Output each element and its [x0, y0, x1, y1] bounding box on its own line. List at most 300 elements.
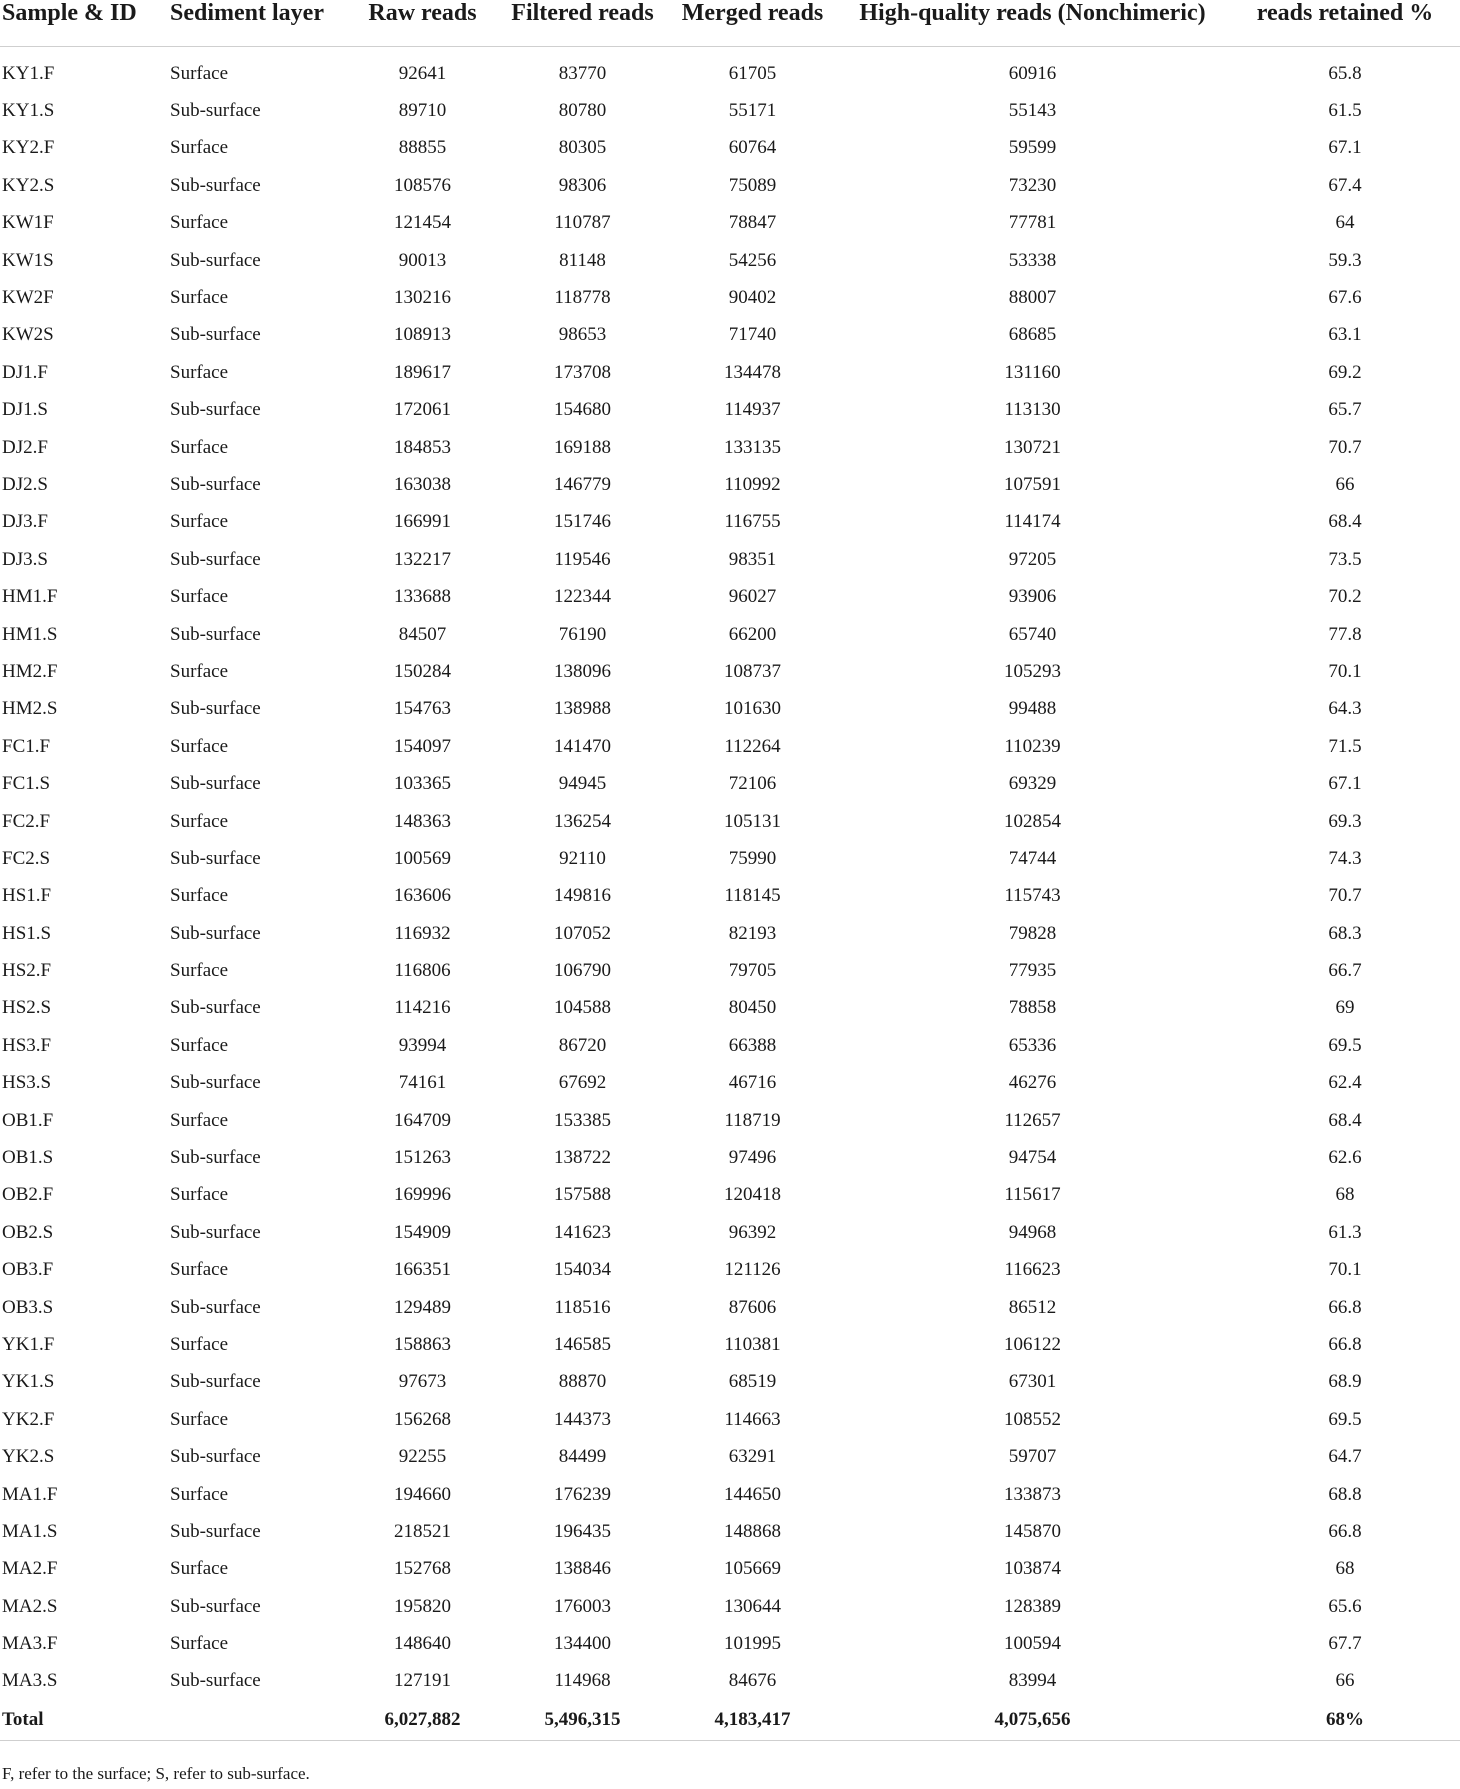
table-cell: 112264 — [724, 735, 781, 757]
table-cell: 149816 — [554, 885, 611, 907]
table-cell: 64 — [1335, 212, 1355, 234]
table-cell: 69 — [1335, 997, 1355, 1019]
table-cell: 66.8 — [1328, 1333, 1362, 1355]
table-cell: HS2.F — [2, 960, 52, 982]
total-cell: 68% — [1230, 1700, 1460, 1741]
table-cell: Sub-surface — [170, 1072, 261, 1094]
table-cell: Sub-surface — [170, 997, 261, 1019]
table-cell: 65.6 — [1328, 1595, 1362, 1617]
table-cell: 194660 — [394, 1483, 451, 1505]
table-cell: FC2.F — [2, 810, 51, 832]
table-row — [0, 803, 1460, 840]
table-row — [0, 1551, 1460, 1588]
table-cell: 67.7 — [1328, 1633, 1362, 1655]
table-cell: 184853 — [394, 436, 451, 458]
table-cell: 82193 — [728, 922, 777, 944]
table-cell: 83994 — [1008, 1670, 1057, 1692]
table-cell: Sub-surface — [170, 1520, 261, 1542]
table-cell: HS3.S — [2, 1072, 52, 1094]
table-cell: HS3.F — [2, 1034, 52, 1056]
table-cell: Sub-surface — [170, 1371, 261, 1393]
table-cell: Surface — [170, 885, 229, 907]
total-cell: 6,027,882 — [350, 1700, 495, 1741]
table-cell: 68.3 — [1328, 922, 1362, 944]
table-cell: 105293 — [1004, 660, 1061, 682]
total-cell: Total — [0, 1700, 170, 1741]
table-cell: Surface — [170, 212, 229, 234]
table-cell: 92255 — [398, 1446, 447, 1468]
table-cell: 110787 — [554, 212, 611, 234]
table-cell: 133135 — [724, 436, 781, 458]
table-cell: 55171 — [728, 100, 777, 122]
table-cell: 96027 — [728, 586, 777, 608]
table-row — [0, 840, 1460, 877]
table-cell: 154097 — [394, 735, 451, 757]
table-cell: 78858 — [1008, 997, 1057, 1019]
table-cell: 133688 — [394, 586, 451, 608]
table-cell: 100594 — [1004, 1633, 1061, 1655]
table-cell: 77781 — [1008, 212, 1057, 234]
table-cell: 154034 — [554, 1259, 611, 1281]
table-cell: 166991 — [394, 511, 451, 533]
table-cell: 144373 — [554, 1408, 611, 1430]
table-cell: 94968 — [1008, 1221, 1057, 1243]
column-header: Filtered reads — [495, 0, 670, 47]
table-cell: Surface — [170, 1333, 229, 1355]
table-cell: 67.1 — [1328, 773, 1362, 795]
table-cell: Surface — [170, 1408, 229, 1430]
table-cell: 70.2 — [1328, 586, 1362, 608]
table-cell: 141470 — [554, 735, 611, 757]
table-footnote: F, refer to the surface; S, refer to sub-surface. — [2, 1764, 310, 1783]
table-cell: 114663 — [724, 1408, 781, 1430]
table-cell: Surface — [170, 1184, 229, 1206]
table-cell: KY2.F — [2, 137, 55, 159]
table-cell: DJ1.S — [2, 399, 48, 421]
table-cell: 116623 — [1004, 1259, 1061, 1281]
table-cell: 61.3 — [1328, 1221, 1362, 1243]
table-cell: 121454 — [394, 212, 451, 234]
table-cell: 99488 — [1008, 698, 1057, 720]
table-cell: Surface — [170, 1109, 229, 1131]
table-row — [0, 167, 1460, 204]
column-header: Merged reads — [670, 0, 835, 47]
table-row — [0, 317, 1460, 354]
table-cell: 110992 — [724, 473, 781, 495]
table-cell: 65336 — [1008, 1034, 1057, 1056]
table-cell: Sub-surface — [170, 1670, 261, 1692]
table-cell: 88855 — [398, 137, 447, 159]
table-cell: 94754 — [1008, 1147, 1057, 1169]
table-cell: 141623 — [554, 1221, 611, 1243]
table-cell: 64.7 — [1328, 1446, 1362, 1468]
table-cell: 66 — [1335, 473, 1355, 495]
table-cell: 105669 — [724, 1558, 781, 1580]
table-cell: 118145 — [724, 885, 781, 907]
table-row — [0, 1289, 1460, 1326]
table-cell: 107591 — [1004, 473, 1061, 495]
table-cell: 69329 — [1008, 773, 1057, 795]
table-cell: 148363 — [394, 810, 451, 832]
table-cell: Surface — [170, 287, 229, 309]
table-cell: 112657 — [1004, 1109, 1061, 1131]
table-cell: 148640 — [394, 1633, 451, 1655]
table-cell: 74744 — [1008, 847, 1057, 869]
table-cell: 67.6 — [1328, 287, 1362, 309]
table-cell: 158863 — [394, 1333, 451, 1355]
table-cell: 70.7 — [1328, 885, 1362, 907]
table-row — [0, 1065, 1460, 1102]
table-cell: Sub-surface — [170, 399, 261, 421]
table-cell: 67692 — [558, 1072, 607, 1094]
table-row — [0, 392, 1460, 429]
table-cell: 130216 — [394, 287, 451, 309]
table-cell: 62.6 — [1328, 1147, 1362, 1169]
table-cell: 70.1 — [1328, 660, 1362, 682]
table-cell: YK2.F — [2, 1408, 55, 1430]
table-cell: FC1.F — [2, 735, 51, 757]
table-cell: YK1.S — [2, 1371, 55, 1393]
table-cell: HM2.S — [2, 698, 58, 720]
table-row — [0, 429, 1460, 466]
table-cell: 73.5 — [1328, 548, 1362, 570]
table-row — [0, 691, 1460, 728]
table-cell: Surface — [170, 960, 229, 982]
table-cell: 106790 — [554, 960, 611, 982]
table-cell: HM2.F — [2, 660, 58, 682]
table-cell: 113130 — [1004, 399, 1061, 421]
table-cell: 68685 — [1008, 324, 1057, 346]
table-row — [0, 990, 1460, 1027]
table-cell: 84507 — [398, 623, 447, 645]
table-cell: 145870 — [1004, 1520, 1061, 1542]
table-cell: 173708 — [554, 361, 611, 383]
table-cell: Sub-surface — [170, 548, 261, 570]
table-cell: 79705 — [728, 960, 777, 982]
table-cell: Sub-surface — [170, 1147, 261, 1169]
table-cell: 157588 — [554, 1184, 611, 1206]
table-cell: 134400 — [554, 1633, 611, 1655]
table-cell: 46276 — [1008, 1072, 1057, 1094]
table-cell: 86512 — [1008, 1296, 1057, 1318]
table-cell: 154680 — [554, 399, 611, 421]
table-cell: 176003 — [554, 1595, 611, 1617]
table-cell: 101995 — [724, 1633, 781, 1655]
table-cell: 70.7 — [1328, 436, 1362, 458]
table-cell: 75089 — [728, 174, 777, 196]
table-cell: 148868 — [724, 1520, 781, 1542]
table-cell: 94945 — [558, 773, 607, 795]
table-cell: Sub-surface — [170, 1446, 261, 1468]
table-row — [0, 952, 1460, 989]
table-cell: 108737 — [724, 660, 781, 682]
table-cell: 86720 — [558, 1034, 607, 1056]
table-cell: Sub-surface — [170, 324, 261, 346]
table-cell: DJ1.F — [2, 361, 48, 383]
table-cell: 118516 — [554, 1296, 611, 1318]
table-cell: 61705 — [728, 62, 777, 84]
table-cell: 108913 — [394, 324, 451, 346]
table-row — [0, 279, 1460, 316]
table-row — [0, 1513, 1460, 1550]
table-cell: 66200 — [728, 623, 777, 645]
table-cell: 63.1 — [1328, 324, 1362, 346]
table-cell: OB3.F — [2, 1259, 54, 1281]
table-cell: 116755 — [724, 511, 781, 533]
table-cell: 176239 — [554, 1483, 611, 1505]
table-cell: 74161 — [398, 1072, 447, 1094]
table-row — [0, 130, 1460, 167]
table-cell: DJ3.S — [2, 548, 48, 570]
table-cell: Sub-surface — [170, 922, 261, 944]
table-cell: 62.4 — [1328, 1072, 1362, 1094]
table-cell: 80780 — [558, 100, 607, 122]
table-cell: OB2.S — [2, 1221, 54, 1243]
table-cell: 88870 — [558, 1371, 607, 1393]
table-cell: 107052 — [554, 922, 611, 944]
table-row — [0, 878, 1460, 915]
table-cell: 189617 — [394, 361, 451, 383]
table-cell: 78847 — [728, 212, 777, 234]
table-row — [0, 466, 1460, 503]
table-cell: 66 — [1335, 1670, 1355, 1692]
table-cell: 80305 — [558, 137, 607, 159]
table-cell: 115617 — [1004, 1184, 1061, 1206]
table-cell: 150284 — [394, 660, 451, 682]
table-cell: 89710 — [398, 100, 447, 122]
table-cell: 75990 — [728, 847, 777, 869]
table-cell: 97205 — [1008, 548, 1057, 570]
table-row — [0, 92, 1460, 129]
column-header: Sample & ID — [0, 0, 170, 47]
table-cell: 98653 — [558, 324, 607, 346]
table-cell: 132217 — [394, 548, 451, 570]
table-cell: Sub-surface — [170, 249, 261, 271]
table-row — [0, 504, 1460, 541]
table-cell: OB2.F — [2, 1184, 54, 1206]
table-cell: 166351 — [394, 1259, 451, 1281]
table-cell: 60916 — [1008, 62, 1057, 84]
table-cell: 72106 — [728, 773, 777, 795]
table-cell: 134478 — [724, 361, 781, 383]
table-cell: 59.3 — [1328, 249, 1362, 271]
table-row — [0, 1588, 1460, 1625]
table-cell: MA3.S — [2, 1670, 58, 1692]
table-cell: 46716 — [728, 1072, 777, 1094]
table-row — [0, 1214, 1460, 1251]
table-cell: 138988 — [554, 698, 611, 720]
table-cell: 80450 — [728, 997, 777, 1019]
table-cell: 61.5 — [1328, 100, 1362, 122]
table-cell: KY1.F — [2, 62, 55, 84]
table-cell: 66.8 — [1328, 1520, 1362, 1542]
table-cell: 103874 — [1004, 1558, 1061, 1580]
table-cell: 136254 — [554, 810, 611, 832]
table-cell: 195820 — [394, 1595, 451, 1617]
table-cell: 218521 — [394, 1520, 451, 1542]
table-cell: 68.4 — [1328, 511, 1362, 533]
table-row — [0, 354, 1460, 391]
table-cell: 92110 — [559, 847, 606, 869]
table-cell: YK2.S — [2, 1446, 55, 1468]
table-cell: 55143 — [1008, 100, 1057, 122]
table-row — [0, 765, 1460, 802]
table-cell: 108552 — [1004, 1408, 1061, 1430]
table-row — [0, 541, 1460, 578]
table-cell: 98306 — [558, 174, 607, 196]
table-cell: 84676 — [728, 1670, 777, 1692]
table-cell: 138722 — [554, 1147, 611, 1169]
table-cell: 84499 — [558, 1446, 607, 1468]
table-cell: 121126 — [724, 1259, 781, 1281]
table-cell: 67301 — [1008, 1371, 1057, 1393]
table-cell: DJ3.F — [2, 511, 48, 533]
table-cell: HM1.S — [2, 623, 58, 645]
table-row — [0, 1177, 1460, 1214]
table-cell: 71.5 — [1328, 735, 1362, 757]
table-cell: 114937 — [724, 399, 781, 421]
table-cell: 108576 — [394, 174, 451, 196]
table-cell: 68.9 — [1328, 1371, 1362, 1393]
table-cell: Sub-surface — [170, 773, 261, 795]
table-cell: Sub-surface — [170, 473, 261, 495]
table-cell: FC2.S — [2, 847, 51, 869]
table-row — [0, 1663, 1460, 1700]
column-header: High-quality reads (Nonchimeric) — [835, 0, 1230, 47]
table-cell: Surface — [170, 137, 229, 159]
table-cell: 146779 — [554, 473, 611, 495]
table-cell: 71740 — [728, 324, 777, 346]
table-cell: 130721 — [1004, 436, 1061, 458]
table-cell: 59707 — [1008, 1446, 1057, 1468]
table-row — [0, 242, 1460, 279]
table-cell: Surface — [170, 660, 229, 682]
table-cell: 79828 — [1008, 922, 1057, 944]
table-cell: 129489 — [394, 1296, 451, 1318]
table-cell: KW2F — [2, 287, 54, 309]
table-cell: 133873 — [1004, 1483, 1061, 1505]
table-cell: 66.8 — [1328, 1296, 1362, 1318]
total-cell: 4,183,417 — [670, 1700, 835, 1741]
table-cell: 116806 — [394, 960, 451, 982]
table-cell: MA1.F — [2, 1483, 58, 1505]
table-cell: OB1.S — [2, 1147, 54, 1169]
table-cell: 69.2 — [1328, 361, 1362, 383]
table-cell: 68 — [1335, 1184, 1355, 1206]
table-cell: 103365 — [394, 773, 451, 795]
table-cell: 66.7 — [1328, 960, 1362, 982]
table-row — [0, 1625, 1460, 1662]
table-cell: 98351 — [728, 548, 777, 570]
table-cell: 172061 — [394, 399, 451, 421]
table-cell: 96392 — [728, 1221, 777, 1243]
table-row — [0, 915, 1460, 952]
table-cell: 67.1 — [1328, 137, 1362, 159]
table-row — [0, 1027, 1460, 1064]
table-cell: Sub-surface — [170, 698, 261, 720]
table-cell: Surface — [170, 436, 229, 458]
table-cell: 169188 — [554, 436, 611, 458]
table-cell: 118778 — [554, 287, 611, 309]
table-cell: 64.3 — [1328, 698, 1362, 720]
table-cell: 87606 — [728, 1296, 777, 1318]
table-cell: FC1.S — [2, 773, 51, 795]
table-cell: Surface — [170, 1633, 229, 1655]
table-cell: 90013 — [398, 249, 447, 271]
table-cell: 122344 — [554, 586, 611, 608]
table-cell: 119546 — [554, 548, 611, 570]
table-cell: 164709 — [394, 1109, 451, 1131]
table-row — [0, 1364, 1460, 1401]
table-cell: 138096 — [554, 660, 611, 682]
table-cell: 128389 — [1004, 1595, 1061, 1617]
table-cell: 69.3 — [1328, 810, 1362, 832]
table-cell: 104588 — [554, 997, 611, 1019]
table-header — [0, 0, 1460, 55]
table-cell: 101630 — [724, 698, 781, 720]
table-cell: 163606 — [394, 885, 451, 907]
table-cell: HS1.S — [2, 922, 52, 944]
table-cell: Surface — [170, 1558, 229, 1580]
table-cell: 105131 — [724, 810, 781, 832]
table-cell: 97496 — [728, 1147, 777, 1169]
table-cell: Surface — [170, 361, 229, 383]
table-cell: 59599 — [1008, 137, 1057, 159]
table-cell: 120418 — [724, 1184, 781, 1206]
table-cell: 115743 — [1004, 885, 1061, 907]
table-cell: 81148 — [559, 249, 606, 271]
table-cell: Sub-surface — [170, 1296, 261, 1318]
table-cell: OB3.S — [2, 1296, 54, 1318]
table-cell: 130644 — [724, 1595, 781, 1617]
table-cell: KW1S — [2, 249, 54, 271]
table-cell: 152768 — [394, 1558, 451, 1580]
table-cell: 83770 — [558, 62, 607, 84]
table-cell: 77935 — [1008, 960, 1057, 982]
table-cell: Sub-surface — [170, 1221, 261, 1243]
table-cell: 114174 — [1004, 511, 1061, 533]
table-cell: 116932 — [394, 922, 451, 944]
total-cell — [170, 1700, 350, 1741]
table-cell: 93994 — [398, 1034, 447, 1056]
table-cell: Surface — [170, 1483, 229, 1505]
table-cell: 68.4 — [1328, 1109, 1362, 1131]
table-cell: Surface — [170, 735, 229, 757]
table-cell: 73230 — [1008, 174, 1057, 196]
table-cell: DJ2.F — [2, 436, 48, 458]
table-cell: 68519 — [728, 1371, 777, 1393]
table-cell: MA2.F — [2, 1558, 58, 1580]
table-cell: 100569 — [394, 847, 451, 869]
table-cell: 169996 — [394, 1184, 451, 1206]
table-cell: Sub-surface — [170, 623, 261, 645]
table-cell: Sub-surface — [170, 174, 261, 196]
table-row — [0, 55, 1460, 92]
table-cell: Sub-surface — [170, 847, 261, 869]
table-cell: 65740 — [1008, 623, 1057, 645]
table-cell: KY2.S — [2, 174, 55, 196]
table-cell: YK1.F — [2, 1333, 55, 1355]
table-cell: Surface — [170, 62, 229, 84]
table-row — [0, 1326, 1460, 1363]
column-header: Sediment layer — [170, 0, 350, 47]
table-cell: 156268 — [394, 1408, 451, 1430]
table-row — [0, 1438, 1460, 1475]
table-cell: 67.4 — [1328, 174, 1362, 196]
table-row — [0, 728, 1460, 765]
table-row — [0, 205, 1460, 242]
table-cell: 163038 — [394, 473, 451, 495]
